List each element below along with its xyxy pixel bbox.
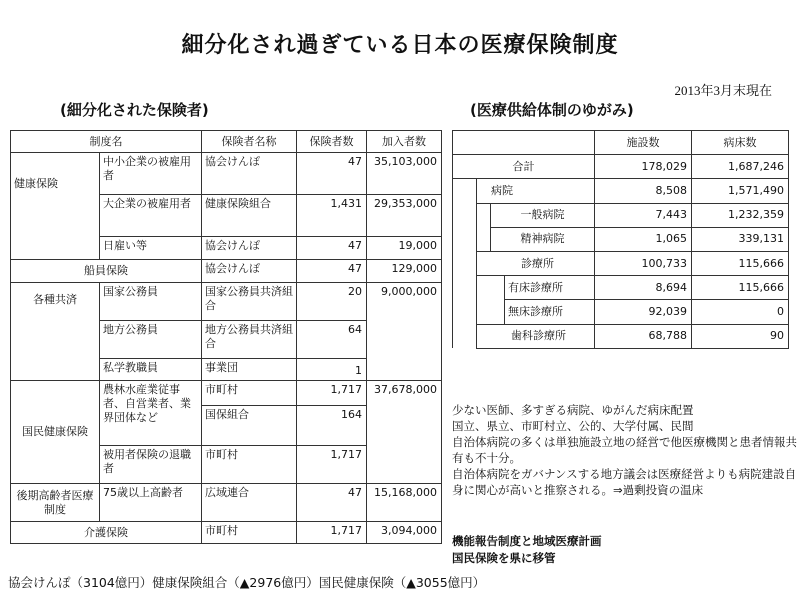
insurer-count: 1,431 xyxy=(297,195,367,237)
subcategory: 中小企業の被雇用者 xyxy=(100,153,202,195)
insurer-count: 47 xyxy=(297,484,367,522)
insurer-count: 47 xyxy=(297,237,367,260)
facility-count: 68,788 xyxy=(595,324,692,348)
note-line: 国立、県立、市町村立、公的、大学付属、民間 xyxy=(452,419,694,434)
facility-count: 178,029 xyxy=(595,155,692,179)
left-section-heading: (細分化された保険者) xyxy=(60,101,209,119)
row-label-total: 合計 xyxy=(453,155,595,179)
facility-count: 92,039 xyxy=(595,300,692,324)
subcategory: 私学教職員 xyxy=(100,359,202,381)
category-kenko: 健康保険 xyxy=(11,153,100,260)
row-label-outpatient-clinic: 無床診療所 xyxy=(505,300,595,324)
insurer-count: 1,717 xyxy=(297,381,367,406)
table-row xyxy=(453,276,789,300)
category-kaigo: 介護保険 xyxy=(11,522,202,544)
category-kyosai: 各種共済 xyxy=(11,283,100,381)
row-label-psychiatric-hospital: 精神病院 xyxy=(491,227,595,251)
bed-count: 1,687,246 xyxy=(692,155,789,179)
insurer-name: 協会けんぽ xyxy=(202,153,297,195)
table-row xyxy=(11,283,442,321)
insurer-count: 164 xyxy=(297,406,367,446)
row-label-inpatient-clinic: 有床診療所 xyxy=(505,276,595,300)
table-row xyxy=(453,227,789,251)
bed-count: 1,571,490 xyxy=(692,179,789,203)
bed-count: 115,666 xyxy=(692,276,789,300)
note-line: 自治体病院をガバナンスする地方議会は医療経営よりも病院建設自身に関心が高いと推察される。⇒過剰投資の温床 xyxy=(452,467,797,498)
header-insurer: 保険者名称 xyxy=(202,131,297,153)
right-section-heading: (医療供給体制のゆがみ) xyxy=(470,101,634,119)
facility-count: 1,065 xyxy=(595,227,692,251)
category-kokuho: 国民健康保険 xyxy=(11,381,100,484)
subcategory: 日雇い等 xyxy=(100,237,202,260)
insurer-count: 64 xyxy=(297,321,367,359)
category-senin: 船員保険 xyxy=(11,260,202,283)
notes-block xyxy=(452,402,797,499)
subcategory: 農林水産業従事者、自営業者、業界団体など xyxy=(100,381,202,446)
policy-line: 機能報告制度と地域医療計画 xyxy=(452,534,602,548)
member-count: 19,000 xyxy=(367,237,442,260)
table-row xyxy=(11,484,442,522)
as-of-date: 2013年3月末現在 xyxy=(674,83,772,98)
member-count: 29,353,000 xyxy=(367,195,442,237)
insurer-count: 1,717 xyxy=(297,446,367,484)
insurer-name: 市町村 xyxy=(202,522,297,544)
facility-count: 8,694 xyxy=(595,276,692,300)
table-row xyxy=(453,179,789,203)
insurer-name: 協会けんぽ xyxy=(202,237,297,260)
indent-cell xyxy=(477,276,505,324)
header-blank xyxy=(453,131,595,155)
insurer-name: 市町村 xyxy=(202,381,297,406)
indent-cell xyxy=(453,179,477,348)
policy-line: 国民保険を県に移管 xyxy=(452,550,556,565)
table-header-row xyxy=(453,131,789,155)
header-facilities: 施設数 xyxy=(595,131,692,155)
member-count: 9,000,000 xyxy=(367,283,442,381)
subcategory: 大企業の被雇用者 xyxy=(100,195,202,237)
member-count: 35,103,000 xyxy=(367,153,442,195)
bed-count: 115,666 xyxy=(692,251,789,275)
insurer-count: 47 xyxy=(297,260,367,283)
subcategory: 地方公務員 xyxy=(100,321,202,359)
insurer-name: 市町村 xyxy=(202,446,297,484)
finance-note: 協会けんぽ（3104億円）健康保険組合（▲2976億円）国民健康保険（▲3055億円） xyxy=(8,575,486,590)
header-insurer-count: 保険者数 xyxy=(297,131,367,153)
table-row xyxy=(453,155,789,179)
facility-count: 100,733 xyxy=(595,251,692,275)
table-row xyxy=(11,522,442,544)
member-count: 37,678,000 xyxy=(367,381,442,484)
indent-cell xyxy=(477,203,491,251)
insurer-name: 協会けんぽ xyxy=(202,260,297,283)
subcategory: 被用者保険の退職者 xyxy=(100,446,202,484)
facility-count: 7,443 xyxy=(595,203,692,227)
insurer-count: 1,717 xyxy=(297,522,367,544)
facility-count: 8,508 xyxy=(595,179,692,203)
insurers-table xyxy=(10,130,442,544)
bed-count: 1,232,359 xyxy=(692,203,789,227)
row-label-clinic: 診療所 xyxy=(477,251,595,275)
insurer-name: 国家公務員共済組合 xyxy=(202,283,297,321)
bed-count: 90 xyxy=(692,324,789,348)
insurer-name: 国保組合 xyxy=(202,406,297,446)
table-row xyxy=(11,381,442,406)
header-beds: 病床数 xyxy=(692,131,789,155)
member-count: 3,094,000 xyxy=(367,522,442,544)
insurer-count: 20 xyxy=(297,283,367,321)
header-system: 制度名 xyxy=(11,131,202,153)
insurer-name: 健康保険組合 xyxy=(202,195,297,237)
note-line: 少ない医師、多すぎる病院、ゆがんだ病床配置 xyxy=(452,403,694,417)
insurer-name: 広域連合 xyxy=(202,484,297,522)
table-row xyxy=(453,203,789,227)
member-count: 15,168,000 xyxy=(367,484,442,522)
bed-count: 339,131 xyxy=(692,227,789,251)
policy-notes xyxy=(452,533,602,566)
table-row xyxy=(453,251,789,275)
note-line: 自治体病院の多くは単独施設立地の経営で他医療機関と患者情報共有も不十分。 xyxy=(452,435,797,466)
insurer-name: 地方公務員共済組合 xyxy=(202,321,297,359)
header-members: 加入者数 xyxy=(367,131,442,153)
table-row xyxy=(453,324,789,348)
page-title: 細分化され過ぎている日本の医療保険制度 xyxy=(181,33,619,58)
table-header-row xyxy=(11,131,442,153)
subcategory: 75歳以上高齢者 xyxy=(100,484,202,522)
insurer-name: 事業団 xyxy=(202,359,297,381)
row-label-general-hospital: 一般病院 xyxy=(491,203,595,227)
row-label-hospital: 病院 xyxy=(477,179,595,203)
insurer-count: 47 xyxy=(297,153,367,195)
facilities-table xyxy=(452,130,789,349)
insurer-count: 1 xyxy=(297,359,367,381)
table-row xyxy=(11,260,442,283)
subcategory: 国家公務員 xyxy=(100,283,202,321)
member-count: 129,000 xyxy=(367,260,442,283)
row-label-dental-clinic: 歯科診療所 xyxy=(477,324,595,348)
table-row xyxy=(11,153,442,195)
category-koki: 後期高齢者医療制度 xyxy=(11,484,100,522)
bed-count: 0 xyxy=(692,300,789,324)
